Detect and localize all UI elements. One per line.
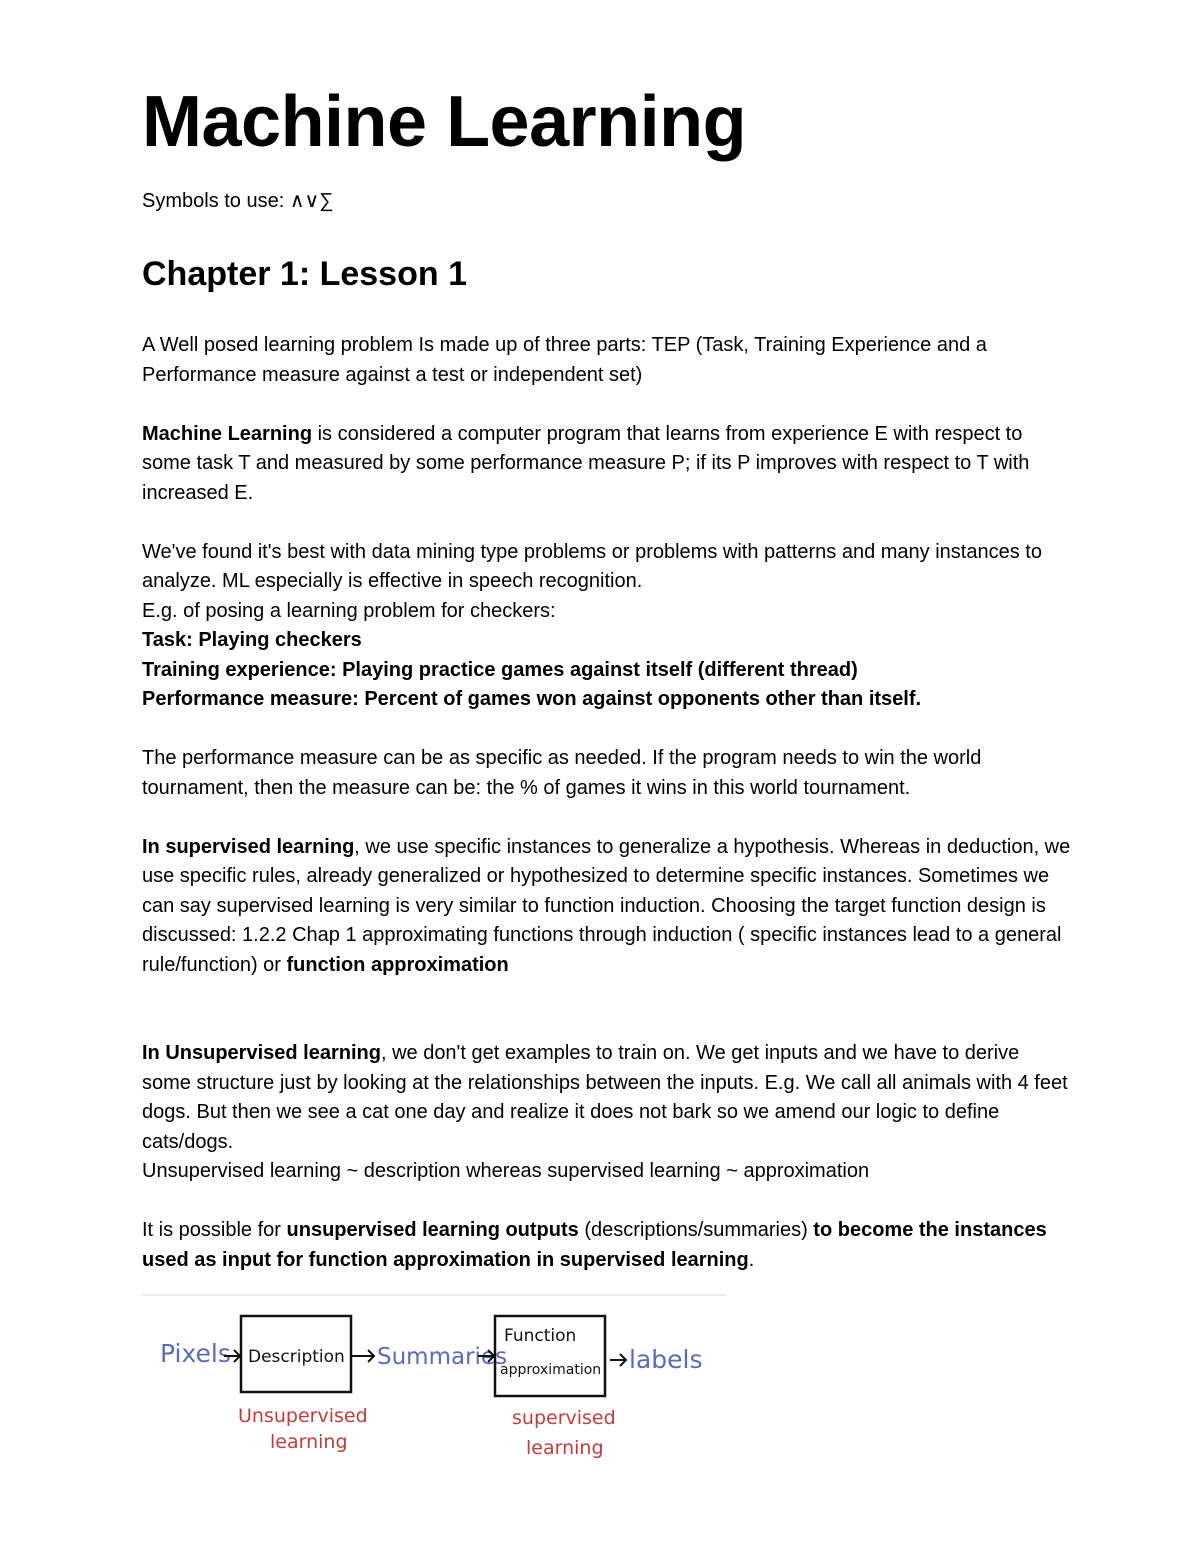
symbols-line <box>142 186 1072 216</box>
diagram-function-label-line1: Function <box>504 1326 577 1346</box>
intro-paragraph: A Well posed learning problem Is made up of three parts: TEP (Task, Training Experience and a Performance measure against a test or independent set) <box>142 334 987 386</box>
supervised-paragraph <box>142 833 1072 981</box>
ml-definition-term: Machine Learning <box>142 422 313 445</box>
supervised-term: In supervised learning <box>142 835 355 858</box>
ml-definition-text: is considered a computer program that learns from experience E with respect to some task T and measured by some performance measure P; if its P improves with respect to T with increased E. <box>142 422 1030 504</box>
document-page <box>142 82 1072 1275</box>
possible-bold2: to become the instances used as input for function approximation in supervised learning <box>142 1219 1047 1271</box>
checkers-intro: E.g. of posing a learning problem for checkers: <box>142 599 556 622</box>
checkers-performance: Performance measure: Percent of games won against opponents other than itself. <box>142 688 922 710</box>
diagram-supervised-line2: learning <box>526 1437 604 1459</box>
page-title: Machine Learning <box>142 82 747 162</box>
symbols-label: Symbols to use: <box>142 190 290 212</box>
diagram-function-label-line2: approximation <box>500 1362 602 1378</box>
diagram-unsupervised-line1: Unsupervised <box>238 1405 368 1427</box>
unsupervised-term: In Unsupervised learning <box>142 1042 381 1064</box>
symbols-glyphs: ∧∨∑ <box>289 190 334 212</box>
chapter-heading: Chapter 1: Lesson 1 <box>142 255 467 293</box>
diagram-summaries-label: Summaries <box>377 1344 508 1370</box>
unsupervised-comparison: Unsupervised learning ~ description whereas supervised learning ~ approximation <box>142 1160 870 1182</box>
checkers-training: Training experience: Playing practice games against itself (different thread) <box>142 658 858 681</box>
diagram-labels-label: labels <box>629 1345 703 1374</box>
possible-mid: (descriptions/summaries) <box>578 1219 814 1241</box>
unsupervised-text: , we don't get examples to train on. We get inputs and we have to derive some structure just by looking at the relationships between the inputs. E.g. We call all animals with 4 feet dogs. But then we see a cat one day and realize it does not bark so we amend our logic to define cats/dogs. <box>142 1042 1068 1153</box>
supervised-end-bold: function approximation <box>286 953 509 976</box>
learning-pipeline-diagram <box>142 1294 727 1479</box>
possible-end: . <box>748 1248 755 1271</box>
supervised-text: , we use specific instances to generalize a hypothesis. Whereas in deduction, we use specific rules, already generalized or hypothesized to determine specific instances. Sometimes we can say supervised learning is very similar to function induction. Choosing the target function design is discussed: 1.2.2 Chap 1 approximating functions through induction ( specific instances lead to a general rule/function) or <box>142 835 1071 976</box>
diagram-pixels-label: Pixels <box>160 1339 231 1368</box>
diagram-svg <box>142 1294 727 1479</box>
diagram-background <box>142 1294 727 1479</box>
performance-paragraph: The performance measure can be as specific as needed. If the program needs to win the world tournament, then the measure can be: the % of games it wins in this world tournament. <box>142 747 982 799</box>
diagram-unsupervised-line2: learning <box>270 1431 348 1453</box>
checkers-task: Task: Playing checkers <box>142 629 362 651</box>
possible-bold1: unsupervised learning outputs <box>286 1219 579 1241</box>
possible-pre: It is possible for <box>142 1219 287 1241</box>
possible-paragraph <box>142 1216 1072 1275</box>
found-paragraph: We've found it's best with data mining type problems or problems with patterns and many instances to analyze. ML especially is effective in speech recognition. <box>142 540 1042 592</box>
diagram-description-label: Description <box>248 1347 345 1367</box>
diagram-supervised-line1: supervised <box>512 1407 616 1429</box>
ml-definition-paragraph <box>142 420 1072 509</box>
unsupervised-paragraph <box>142 1039 1072 1157</box>
